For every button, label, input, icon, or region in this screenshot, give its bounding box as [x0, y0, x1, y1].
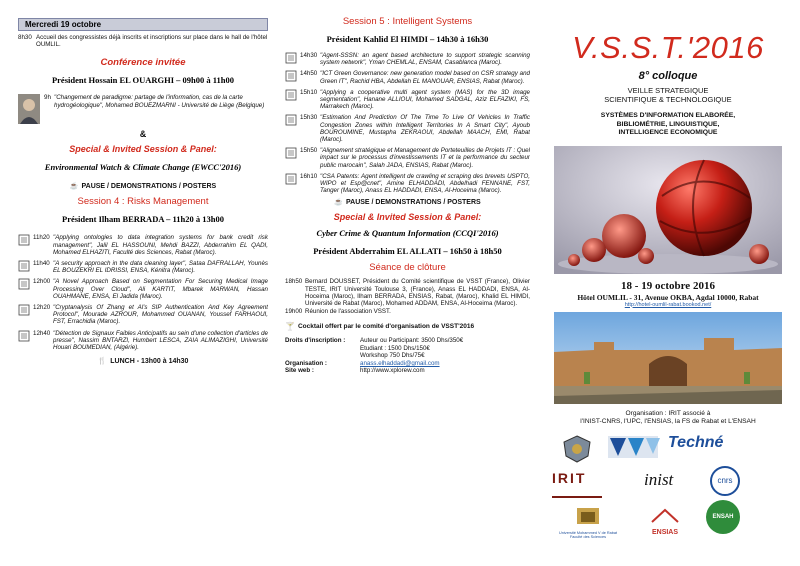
- document-icon: [18, 304, 30, 316]
- talk-description: "Alignement stratégique et Management de Porteteuilles de Projets IT : Quel impact sur le processus d'investissements IT et la performance du secteur public marocain", Salah JADA, ENSIAS, Rabat (Maroc).: [320, 147, 530, 169]
- talk-time: 14h50: [300, 70, 318, 78]
- talk-item: [285, 52, 530, 66]
- spheres-image: [554, 146, 782, 274]
- site-url-link[interactable]: http://www.xplorew.com: [360, 367, 425, 375]
- document-icon: [285, 52, 297, 64]
- orga-contact: [285, 360, 530, 367]
- welcome-block: [18, 34, 268, 48]
- talk-description: "A Novel Approach Based on Segmentation For Securing Medical Image Processing Over Cloud", Ali KARTIT, Mbarek MARWAN, Hassan OUAHMANE, ENSA, El Jadida (Maroc).: [53, 278, 268, 300]
- day-header: Mercredi 19 octobre: [18, 18, 268, 31]
- cocktail: [285, 322, 530, 331]
- pause-icon: ☕: [69, 183, 79, 191]
- column-middle: [285, 0, 530, 566]
- techne-logo: Techné: [668, 433, 724, 451]
- president-4: Président Abderrahim EL ALLATI – 16h50 à 18h50: [313, 246, 502, 257]
- crest-logo: [560, 434, 594, 464]
- talk-description: "Cryptanalysis Of Zhang et Al's SIP Authentication And Key Agreement Protocol", Mourade AZROUR, Mohammed OUANAN, Youssef FARHAOUI, FST, Errachidia (Maroc).: [53, 304, 268, 326]
- talk-time: 15h10: [300, 88, 318, 96]
- closing-block: [285, 278, 530, 307]
- talk-item: [285, 147, 530, 169]
- talk-description: "CSA Patents: Agent intelligent de crawling et scraping des brevets USPTO, WIPO et Esp@cnet", Amine ELHADDADI, Abdelhadi FENNANE, FST, Tanger (Maroc), Anass EL HADDADI, ENSA, Al-Hoceima (Maroc).: [320, 172, 530, 195]
- ensias-label: ENSIAS: [651, 528, 679, 536]
- document-icon: [18, 330, 30, 342]
- site-label: Site web :: [285, 367, 314, 375]
- meeting-block: [285, 308, 530, 315]
- lunch: [18, 357, 268, 365]
- talk-item: [18, 304, 268, 326]
- talk-time: 12h40: [33, 329, 51, 337]
- cnrs-logo: cnrs: [710, 466, 740, 496]
- hotel-url-link[interactable]: http://hotel-oumlil-rabat.bookod.net/: [624, 301, 712, 308]
- themes-line-3: INTELLIGENCE ECONOMIQUE: [618, 129, 718, 136]
- closing-time: 18h50: [285, 278, 303, 286]
- talk-description: "Applying a cooperative multi agent system (MAS) for the 3D image segmentation", Hanane ALLIOUI, Mohamed SADGAL, Aziz ELFAZIKI, FS, Marrakech (Maroc).: [320, 88, 530, 111]
- pause-1: [18, 182, 268, 190]
- president-2: Président Ilham BERRADA – 11h20 à 13h00: [62, 214, 224, 225]
- talk-item: [18, 278, 268, 300]
- talk-description: "Agent-SSSN: an agent based architecture to support strategic scanning system network", Yman CHEMLAL, ENSAM, Casablanca (Maroc).: [320, 52, 530, 67]
- fs-rabat-logo: [548, 504, 628, 539]
- keynote: [18, 94, 268, 124]
- talk-description: "ICT Green Governance: new generation model based on CSR strategy and Green IT", Rachid HBA, Abdellah EL MANOUAR, ENSIAS, Rabat (Maroc).: [320, 70, 530, 85]
- inist-logo: inist: [644, 469, 674, 489]
- fees-label: Droits d'inscription :: [285, 337, 346, 345]
- president-3: Président Kahlid El HIMDI – 14h30 à 16h30: [326, 34, 489, 44]
- document-icon: [18, 278, 30, 290]
- ewcc-title: Environmental Watch & Climate Change (EWCC'2016): [44, 162, 242, 173]
- themes-line-2: BIBLIOMÉTRIE, LINGUISTIQUE,: [616, 120, 720, 128]
- fee-line: Workshop 750 Dhs/75€: [360, 351, 425, 359]
- hotel-address: Hôtel OUMLIL - 31, Avenue OKBA, Agdal 10000, Rabat: [577, 292, 759, 302]
- pause-2: [285, 198, 530, 206]
- ccqi-title: Cyber Crime & Quantum Information (CCQI'2016): [316, 228, 499, 239]
- session-5-title: Session 5 : Intelligent Systems: [342, 16, 473, 27]
- special-session-title-2: Special & Invited Session & Panel:: [333, 212, 482, 223]
- talk-item: [285, 89, 530, 111]
- lunch-label: LUNCH - 13h00 à 14h30: [110, 358, 189, 366]
- document-icon: [18, 260, 30, 272]
- closing-title: Séance de clôture: [369, 262, 446, 274]
- welcome-time: 8h30: [18, 34, 32, 41]
- talk-item: [18, 234, 268, 256]
- document-icon: [285, 70, 297, 82]
- kasbah-photo: [554, 312, 782, 404]
- veille-line-1: VEILLE STRATEGIQUE: [627, 86, 709, 95]
- keynote-text: "Changement de paradigme: partage de l'information, cas de la carte hydrogéologique", Mohamed BOUEZMARNI - Université de Liège (Belgique): [54, 94, 265, 109]
- talk-time: 15h30: [300, 114, 318, 122]
- conference-title: V.S.S.T.'2016: [572, 30, 764, 65]
- pause-2-label: PAUSE / DEMONSTRATIONS / POSTERS: [346, 199, 481, 207]
- fee-line: Auteur ou Participant: 3500 Dhs/350€: [360, 337, 464, 345]
- ensias-logo: [640, 508, 690, 536]
- site-contact: [285, 367, 530, 374]
- talk-item: [18, 260, 268, 274]
- organisation-block: [548, 410, 788, 426]
- meeting-text: Réunion de l'association VSST.: [305, 308, 391, 316]
- talk-item: [285, 114, 530, 143]
- closing-text: Bernard DOUSSET, Président du Comité scientifique de VSST (France), Olivier TESTE, IRIT Université Toulouse 3, (France), Anass EL HADDADI, ENSA, Al-Hoceima (Maroc), Ilham BERRADA, ENSIAS, Rabat, (Maroc), Khalid EL HIMDI, Université de Rabat (Maroc), Mohamed ADDAM, ENSA, Al-Hoceima (Maroc).: [305, 278, 530, 308]
- orga-line-1: Organisation : IRIT associé à: [625, 409, 711, 417]
- session-4-title: Session 4 : Risks Management: [77, 196, 209, 208]
- column-left: [18, 0, 268, 566]
- president-1: Président Hossain EL OUARGHI – 09h00 à 11h00: [51, 75, 235, 86]
- veille-block: [548, 86, 788, 104]
- orga-email-link[interactable]: anass.elhaddadi@gmail.com: [360, 360, 440, 368]
- cocktail-text: Cocktail offert par le comité d'organisation de VSST'2016: [297, 323, 475, 331]
- keynote-time: 9h: [44, 94, 51, 102]
- talk-description: "A security approach in the data cleaning layer", Sataa DAFRALLAH, Younès EL BOUZEKRI EL IDRISSI, ENSA, Kénitra (Maroc).: [53, 260, 268, 275]
- conference-dates: 18 - 19 octobre 2016: [621, 279, 715, 292]
- welcome-text: Accueil des congressistes déjà inscrits et inscriptions sur place dans le hall de l'hôtel OUMLIL.: [36, 34, 268, 49]
- pause-1-label: PAUSE / DEMONSTRATIONS / POSTERS: [81, 183, 217, 191]
- meeting-time: 19h00: [285, 308, 303, 316]
- orga-label: Organisation :: [285, 360, 327, 368]
- talk-time: 15h50: [300, 147, 318, 155]
- upc-logo: [604, 432, 664, 462]
- talk-description: "Applying ontologies to data integration systems for bank credit risk management", Jalil EL HASSOUNI, Mehdi BAZZI, Abderrahim EL QADI, Mohamed ELHAZITI, Faculté des Sciences, Rabat (Maroc).: [53, 234, 268, 256]
- fees-values: [360, 337, 530, 359]
- themes-block: [548, 112, 788, 138]
- session-4-talks: [18, 234, 268, 351]
- talk-item: [285, 173, 530, 195]
- talk-time: 12h00: [33, 278, 51, 286]
- ampersand: &: [139, 129, 147, 140]
- themes-line-1: SYSTÈMES D'INFORMATION ELABORÉE,: [600, 112, 736, 119]
- irit-logo: IRIT: [552, 470, 602, 498]
- document-icon: [18, 234, 30, 246]
- document-icon: [285, 114, 297, 126]
- fs-line-2: Faculté des Sciences: [569, 534, 607, 539]
- document-icon: [285, 147, 297, 159]
- talk-description: "Détection de Signaux Faibles Anticipatifs au sein d'une collection d'articles de presse", Nassim BNTARZI, Humbert LESCA, ZAIA ALIMAZIGHI, Université Houari BOUMEDIAN, (Algérie).: [53, 329, 268, 352]
- talk-time: 14h30: [300, 52, 318, 59]
- pause-icon: ☕: [334, 199, 343, 207]
- special-session-title: Special & Invited Session & Panel:: [69, 144, 217, 155]
- talk-item: [285, 70, 530, 84]
- fs-line-1: Université Mohammed V de Rabat: [558, 530, 618, 535]
- talk-description: "Estimation And Prediction Of The Time To Live Of Vehicles In Traffic Congestion Zones within Intelligent Territories In A Smart City", Ayoub BOUROUMINE, Mustapha ZEKRAOUI, Abdellah MAACH, EMI, Rabat (Maroc).: [320, 114, 530, 144]
- talk-time: 12h20: [33, 304, 51, 312]
- partner-logos: [548, 430, 788, 540]
- ensah-logo: ENSAH: [706, 500, 740, 534]
- orga-line-2: l'INIST-CNRS, l'UPC, l'ENSIAS, la FS de Rabat et L'ENSAH: [580, 417, 756, 425]
- talk-time: 11h20: [33, 234, 50, 242]
- talk-time: 11h40: [33, 260, 50, 268]
- column-right: [548, 0, 788, 566]
- fee-line: Etudiant : 1500 Dhs/150€: [360, 344, 430, 352]
- invited-conference-title: Conférence invitée: [100, 57, 186, 69]
- talk-time: 16h10: [300, 172, 318, 180]
- lunch-icon: 🍴: [97, 358, 107, 366]
- cocktail-icon: 🍸: [285, 322, 295, 332]
- talk-item: [18, 330, 268, 352]
- session-5-talks: [285, 52, 530, 194]
- edition: 8° colloque: [638, 70, 698, 82]
- document-icon: [285, 89, 297, 101]
- fees-block: [285, 337, 530, 359]
- speaker-photo: [18, 94, 40, 124]
- veille-line-2: SCIENTIFIQUE & TECHNOLOGIQUE: [604, 95, 732, 104]
- document-icon: [285, 173, 297, 185]
